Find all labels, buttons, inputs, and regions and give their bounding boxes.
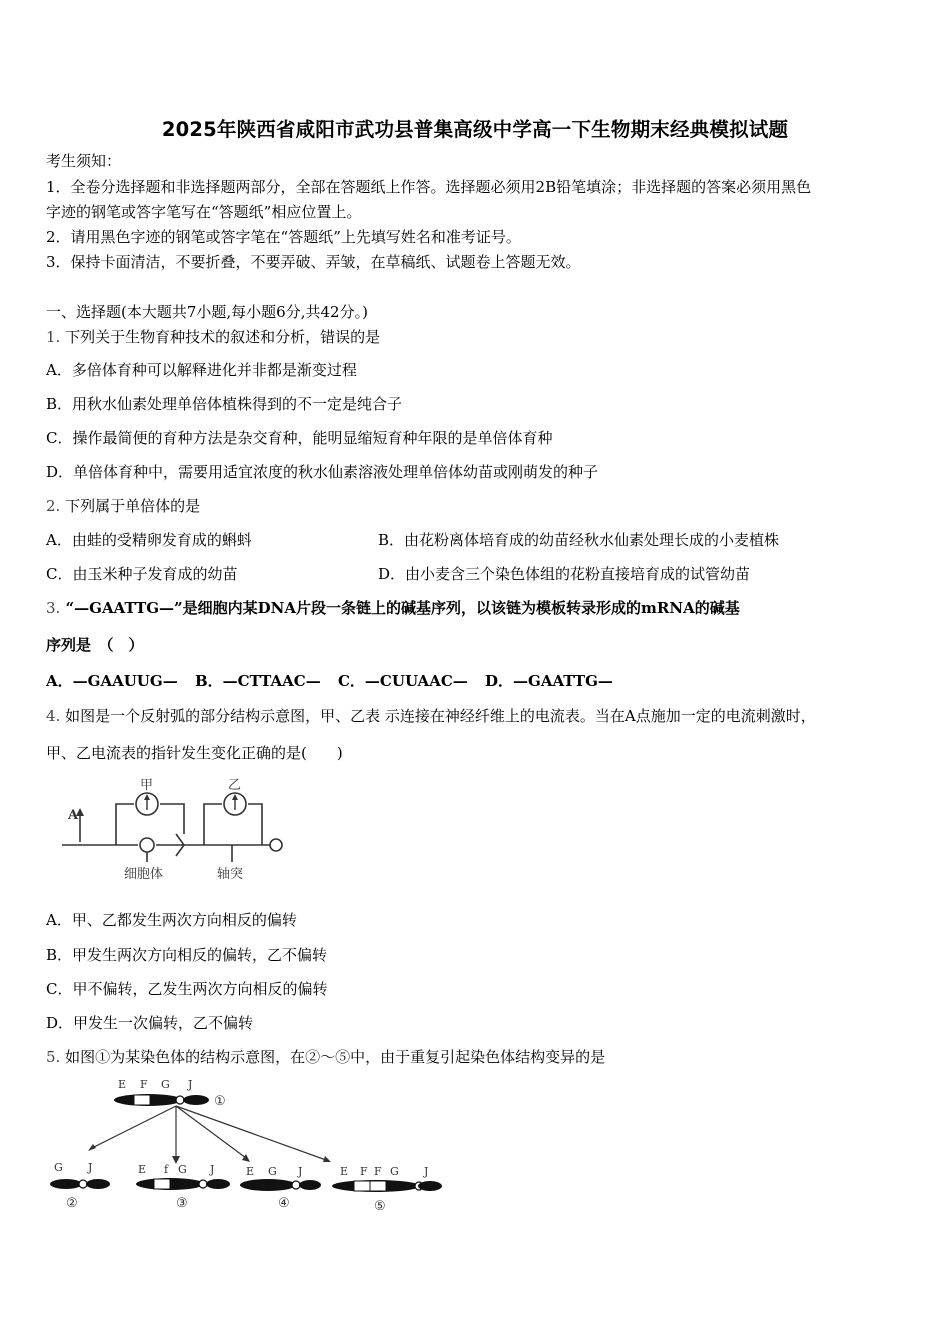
notice-item-3: 3．保持卡面清洁，不要折叠，不要弄破、弄皱，在草稿纸、试题卷上答题无效。	[46, 253, 581, 271]
question-1-stem: 下列关于生物育种技术的叙述和分析，错误的是	[65, 328, 381, 346]
marker-1: ①	[214, 1094, 226, 1109]
question-5-number: 5.	[46, 1048, 61, 1066]
label-yi: 乙	[228, 778, 242, 793]
c5-label-j: J	[424, 1165, 429, 1178]
arrow-head-icon	[88, 1144, 96, 1151]
marker-2: ②	[66, 1196, 78, 1211]
question-3	[46, 598, 904, 618]
question-5	[46, 1047, 605, 1067]
label-jia: 甲	[140, 778, 154, 793]
top-label-j: J	[188, 1078, 193, 1091]
notice-item-1-cont: 字迹的钢笔或答字笔写在“答题纸”相应位置上。	[46, 203, 362, 221]
question-2-stem: 下列属于单倍体的是	[65, 497, 201, 515]
q4-option-b: B．甲发生两次方向相反的偏转，乙不偏转	[46, 946, 328, 964]
reflex-arc-figure	[56, 778, 296, 888]
question-3-stem: “—GAATTG—”是细胞内某DNA片段一条链上的碱基序列，以该链为模板转录形成的mRNA的碱基	[65, 599, 740, 617]
c2-label-g: G	[54, 1161, 63, 1174]
c5-label-f1: F	[360, 1165, 368, 1178]
q4-option-a: A．甲、乙都发生两次方向相反的偏转	[46, 911, 297, 929]
chromosome-2	[50, 1179, 110, 1189]
top-label-f: F	[140, 1078, 148, 1091]
c3-label-e: E	[138, 1163, 147, 1176]
q3-option-d: D．—GAATTG—	[485, 672, 613, 690]
chromosome-4	[240, 1179, 321, 1191]
notice-item-1: 1．全卷分选择题和非选择题两部分，全部在答题纸上作答。选择题必须用2B铅笔填涂；非选择题的答案必须用黑色	[46, 178, 812, 196]
question-4-number: 4.	[46, 707, 61, 725]
q3-option-a: A．—GAAUUG—	[46, 672, 178, 690]
question-5-stem: 如图①为某染色体的结构示意图，在②～⑤中，由于重复引起染色体结构变异的是	[65, 1048, 606, 1066]
question-4-stem-cont: 甲、乙电流表的指针发生变化正确的是( )	[46, 744, 343, 762]
q3-option-c: C．—CUUAAC—	[337, 672, 468, 690]
c3-label-f: f	[164, 1163, 169, 1176]
q2-option-b: B．由花粉离体培育成的幼苗经秋水仙素处理长成的小麦植株	[378, 531, 780, 549]
chromosome-figure	[46, 1076, 446, 1216]
top-label-e: E	[118, 1078, 127, 1091]
question-3-stem-cont: 序列是 （ ）	[46, 636, 144, 654]
chromosome-5	[332, 1180, 442, 1192]
marker-3: ③	[176, 1196, 188, 1211]
q2-option-c: C．由玉米种子发育成的幼苗	[46, 565, 238, 583]
label-a: A	[68, 808, 79, 823]
question-1-number: 1.	[46, 328, 61, 346]
meter-yi-needle-icon	[232, 794, 238, 800]
q1-option-c: C．操作最简便的育种方法是杂交育种，能明显缩短育种年限的是单倍体育种	[46, 429, 553, 447]
question-4	[46, 706, 904, 726]
notice-heading: 考生须知：	[46, 152, 122, 170]
q2-option-d: D．由小麦含三个染色体组的花粉直接培育成的试管幼苗	[378, 565, 751, 583]
notice-item-2: 2．请用黑色字迹的钢笔或答字笔在“答题纸”上先填写姓名和准考证号。	[46, 228, 521, 246]
c4-label-e: E	[246, 1165, 255, 1178]
question-1	[46, 327, 380, 347]
c5-label-f2: F	[374, 1165, 382, 1178]
q3-option-b: B．—CTTAAC—	[194, 672, 321, 690]
q4-option-c: C．甲不偏转，乙发生两次方向相反的偏转	[46, 980, 328, 998]
q1-option-b: B．用秋水仙素处理单倍体植株得到的不一定是纯合子	[46, 395, 403, 413]
c2-label-j: J	[88, 1161, 93, 1174]
c5-label-g: G	[390, 1165, 399, 1178]
c5-label-e: E	[340, 1165, 349, 1178]
question-3-number: 3.	[46, 599, 61, 617]
label-axon: 轴突	[217, 867, 244, 882]
section-heading: 一、选择题(本大题共7小题,每小题6分,共42分。)	[46, 303, 368, 321]
question-2	[46, 496, 200, 516]
c4-label-g: G	[268, 1165, 277, 1178]
label-cell-body: 细胞体	[124, 867, 164, 882]
marker-4: ④	[278, 1196, 290, 1211]
q1-option-a: A．多倍体育种可以解释进化并非都是渐变过程	[46, 361, 357, 379]
q3-options	[46, 671, 625, 691]
c4-label-j: J	[298, 1165, 303, 1178]
q1-option-d: D．单倍体育种中，需要用适宜浓度的秋水仙素溶液处理单倍体幼苗或刚萌发的种子	[46, 463, 599, 481]
exam-title: 2025年陕西省咸阳市武功县普集高级中学高一下生物期末经典模拟试题	[161, 118, 789, 141]
q4-option-d: D．甲发生一次偏转，乙不偏转	[46, 1014, 254, 1032]
chromosome-1	[114, 1094, 209, 1106]
chromosome-3	[136, 1178, 230, 1190]
question-4-stem: 如图是一个反射弧的部分结构示意图，甲、乙表 示连接在神经纤维上的电流表。当在A点施加一定的电流刺激时，	[65, 707, 816, 725]
c3-label-g: G	[178, 1163, 187, 1176]
question-2-number: 2.	[46, 497, 61, 515]
top-label-g: G	[161, 1078, 170, 1091]
arrow-head-icon	[323, 1156, 331, 1162]
meter-jia-needle-icon	[144, 794, 150, 800]
marker-5: ⑤	[374, 1199, 386, 1214]
c3-label-j: J	[210, 1163, 215, 1176]
q2-option-a: A．由蛙的受精卵发育成的蝌蚪	[46, 531, 252, 549]
